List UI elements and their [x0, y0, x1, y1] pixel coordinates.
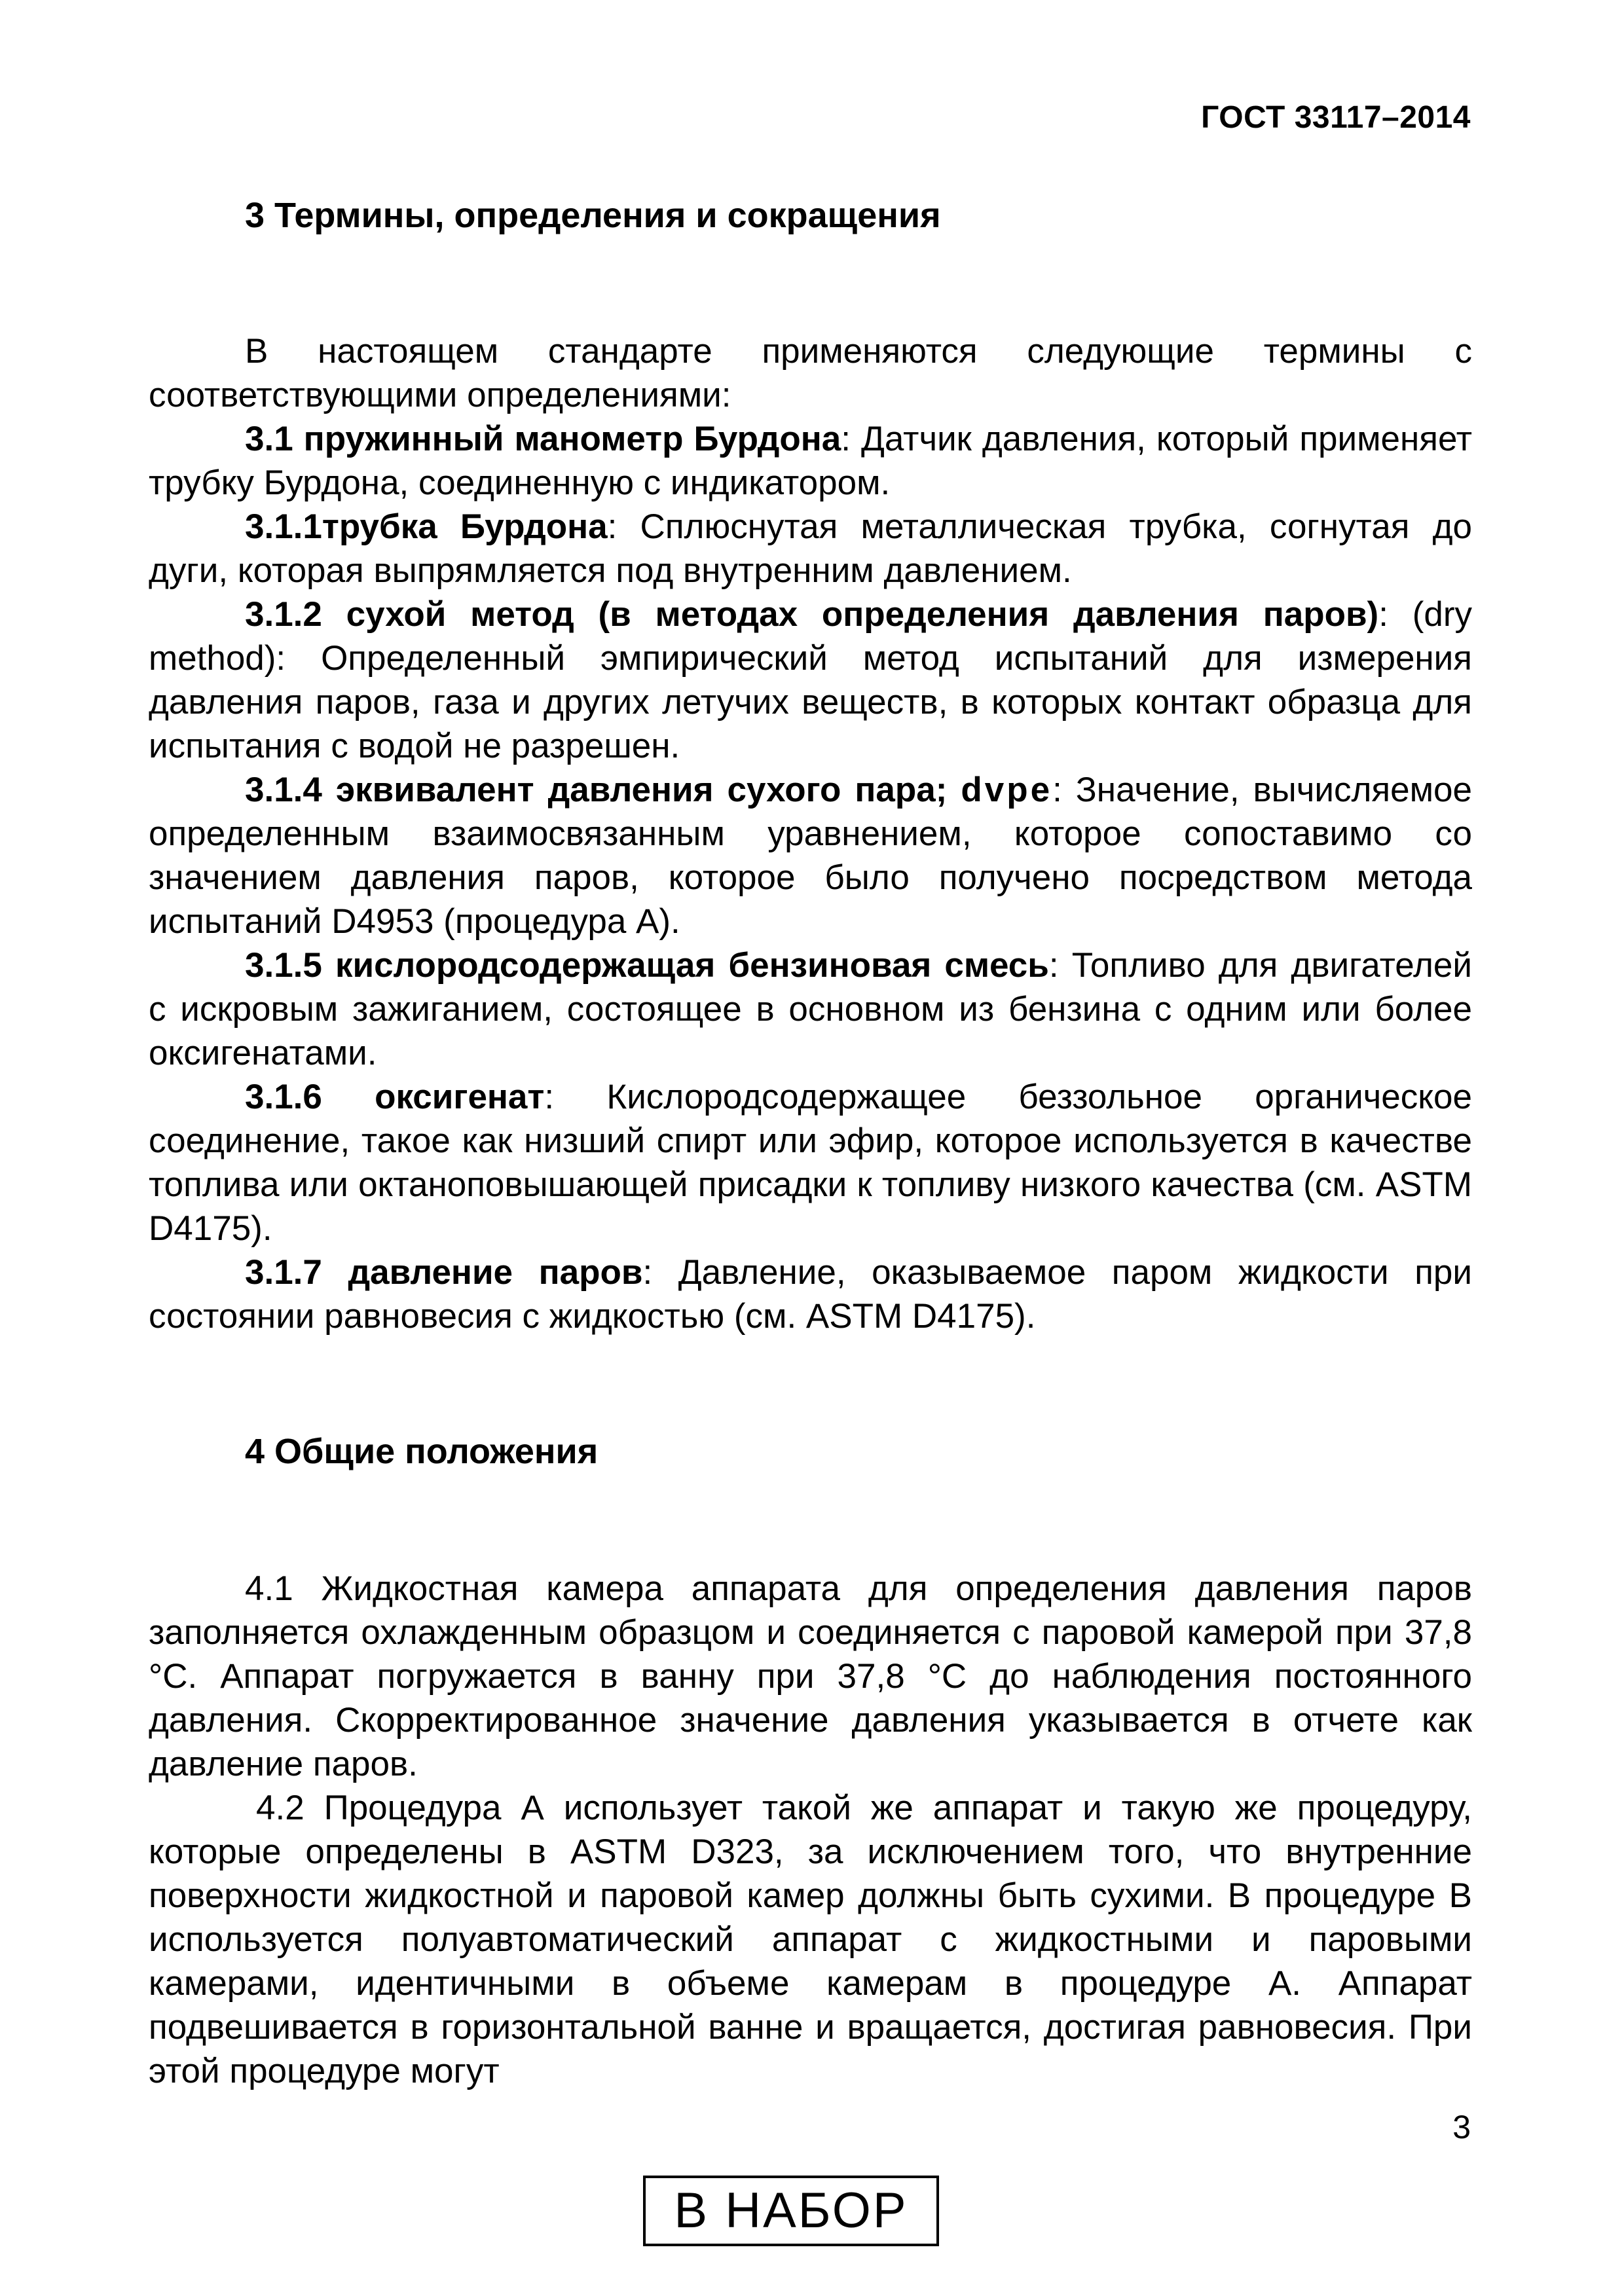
term-3-1-7-name: 3.1.7 давление паров — [245, 1253, 643, 1292]
term-3-1-7-definition: : Давление, оказываемое паром жидкости при состоянии равновесия с жидкостью (см. ASTM D4175). — [149, 1253, 1472, 1336]
term-3-1-1-name: 3.1.1трубка Бурдона — [245, 507, 608, 546]
term-3-1-name: 3.1 пружинный манометр Бурдона — [245, 420, 841, 458]
term-3-1-definition: : Датчик давления, который применяет трубку Бурдона, соединенную с индикатором. — [149, 420, 1472, 502]
page-content — [149, 194, 1472, 2093]
page-number: 3 — [1452, 2109, 1471, 2145]
term-3-1-4-definition: : Значение, вычисляемое определенным взаимосвязанным уравнением, которое сопоставимо со значением давления паров, которое было получено посредством метода испытаний D4953 (процедура А). — [149, 771, 1472, 941]
term-3-1-6-name: 3.1.6 оксигенат — [245, 1078, 545, 1116]
term-3-1 — [149, 417, 1472, 505]
term-3-1-4 — [149, 768, 1472, 943]
term-3-1-4-name: 3.1.4 эквивалент давления сухого пара; — [245, 771, 961, 809]
term-3-1-5-name: 3.1.5 кислородсодержащая бензиновая смесь — [245, 946, 1049, 985]
term-3-1-1 — [149, 505, 1472, 592]
section-3-intro: В настоящем стандарте применяются следующие термины с соответствующими определениями: — [149, 332, 1472, 414]
term-3-1-6 — [149, 1075, 1472, 1250]
paragraph-4-1: 4.1 Жидкостная камера аппарата для определения давления паров заполняется охлажденным образцом и соединяется с паровой камерой при 37,8 °С. Аппарат погружается в ванну при 37,8 °С до наблюдения постоянного давления. Скорректированное значение давления указывается в отчете как давление паров. — [149, 1569, 1472, 1783]
term-3-1-4-abbreviation: dvpe — [961, 771, 1053, 809]
typesetting-stamp: В НАБОР — [643, 2176, 939, 2246]
term-3-1-2 — [149, 592, 1472, 768]
term-3-1-5-definition: : Топливо для двигателей с искровым зажиганием, состоящее в основном из бензина с одним или более оксигенатами. — [149, 946, 1473, 1072]
term-3-1-2-definition: : (dry method): Определенный эмпирический метод испытаний для измерения давления паров, газа и других летучих веществ, в которых контакт образца для испытания с водой не разрешен. — [149, 595, 1472, 765]
term-3-1-5 — [149, 943, 1472, 1075]
term-3-1-2-name: 3.1.2 сухой метод (в методах определения давления паров) — [245, 595, 1379, 634]
term-3-1-7 — [149, 1250, 1472, 1338]
term-3-1-1-definition: : Сплюснутая металлическая трубка, согнутая до дуги, которая выпрямляется под внутренним давлением. — [149, 507, 1472, 590]
term-3-1-6-definition: : Кислородсодержащее беззольное органическое соединение, такое как низший спирт или эфир, которое используется в качестве топлива или октаноповышающей присадки к топливу низкого качества (см. ASTM D4175). — [149, 1078, 1472, 1248]
document-code-header: ГОСТ 33117–2014 — [1201, 100, 1471, 135]
section-3-title: 3 Термины, определения и сокращения — [245, 196, 941, 235]
section-4-title: 4 Общие положения — [245, 1432, 599, 1471]
paragraph-4-2: 4.2 Процедура А использует такой же аппарат и такую же процедуру, которые определены в ASTM D323, за исключением того, что внутренние поверхности жидкостной и паровой камер должны быть сухими. В процедуре В используется полуавтоматический аппарат с жидкостными и паровыми камерами, идентичными в объеме камерам в процедуре А. Аппарат подвешивается в горизонтальной ванне и вращается, достигая равновесия. При этой процедуре могут — [149, 1789, 1472, 2090]
